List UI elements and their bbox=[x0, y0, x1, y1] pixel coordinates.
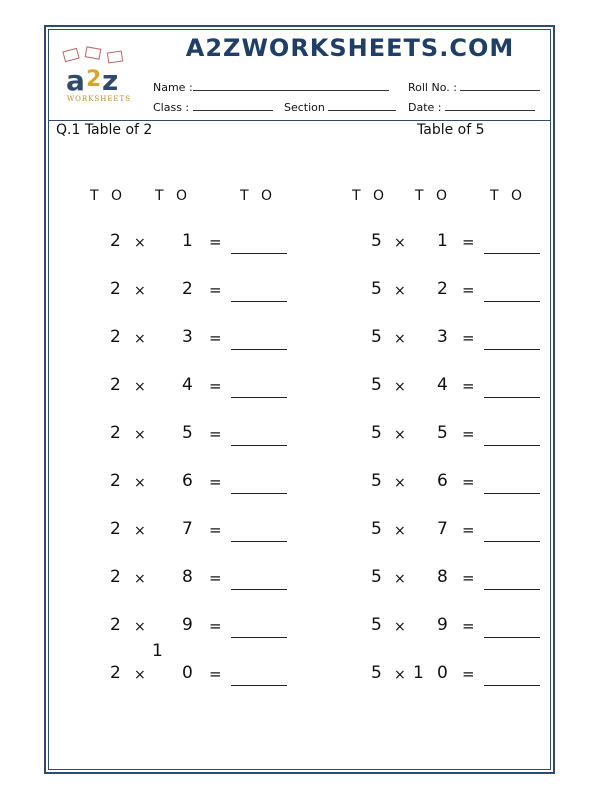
multiplier: 1 bbox=[437, 231, 448, 251]
multiplier: 1 bbox=[182, 231, 193, 251]
date-line bbox=[445, 100, 535, 111]
section-label: Section bbox=[284, 101, 325, 114]
to-header: T O bbox=[155, 188, 192, 204]
multiplier-tens: 1 bbox=[413, 663, 424, 683]
times-symbol: × bbox=[394, 379, 406, 395]
section-line bbox=[328, 100, 396, 111]
multiplicand: 5 bbox=[371, 519, 382, 539]
to-header: T O bbox=[415, 188, 452, 204]
name-label: Name : bbox=[153, 81, 193, 94]
multiplicand: 5 bbox=[371, 423, 382, 443]
multiplicand: 5 bbox=[371, 375, 382, 395]
multiplicand: 5 bbox=[371, 615, 382, 635]
multiplicand: 2 bbox=[110, 615, 121, 635]
multiplier: 7 bbox=[437, 519, 448, 539]
right-table-label: Table of 5 bbox=[417, 122, 485, 138]
multiplicand: 2 bbox=[110, 279, 121, 299]
answer-blank[interactable] bbox=[484, 541, 540, 542]
answer-blank[interactable] bbox=[231, 253, 287, 254]
multiplier: 8 bbox=[182, 567, 193, 587]
times-symbol: × bbox=[134, 667, 146, 683]
equals-symbol: = bbox=[209, 233, 222, 251]
multiplicand: 2 bbox=[110, 471, 121, 491]
to-header: T O bbox=[490, 188, 527, 204]
equals-symbol: = bbox=[462, 521, 475, 539]
multiplicand: 2 bbox=[110, 231, 121, 251]
multiplier: 2 bbox=[437, 279, 448, 299]
svg-text:a: a bbox=[66, 64, 85, 97]
roll-line bbox=[460, 80, 540, 91]
equals-symbol: = bbox=[462, 281, 475, 299]
to-header: T O bbox=[352, 188, 389, 204]
multiplier: 8 bbox=[437, 567, 448, 587]
equals-symbol: = bbox=[462, 569, 475, 587]
times-symbol: × bbox=[134, 331, 146, 347]
multiplicand: 5 bbox=[371, 567, 382, 587]
class-field bbox=[153, 100, 273, 114]
answer-blank[interactable] bbox=[484, 253, 540, 254]
equals-symbol: = bbox=[209, 377, 222, 395]
equals-symbol: = bbox=[462, 617, 475, 635]
multiplicand: 2 bbox=[110, 663, 121, 683]
equals-symbol: = bbox=[209, 473, 222, 491]
answer-blank[interactable] bbox=[484, 397, 540, 398]
answer-blank[interactable] bbox=[231, 445, 287, 446]
times-symbol: × bbox=[134, 235, 146, 251]
equals-symbol: = bbox=[209, 665, 222, 683]
name-line bbox=[193, 80, 389, 91]
answer-blank[interactable] bbox=[484, 637, 540, 638]
times-symbol: × bbox=[394, 427, 406, 443]
answer-blank[interactable] bbox=[484, 493, 540, 494]
equals-symbol: = bbox=[209, 281, 222, 299]
equals-symbol: = bbox=[209, 329, 222, 347]
multiplier: 2 bbox=[182, 279, 193, 299]
multiplier: 4 bbox=[182, 375, 193, 395]
answer-blank[interactable] bbox=[484, 301, 540, 302]
times-symbol: × bbox=[134, 475, 146, 491]
answer-blank[interactable] bbox=[231, 349, 287, 350]
equals-symbol: = bbox=[209, 425, 222, 443]
answer-blank[interactable] bbox=[231, 685, 287, 686]
multiplicand: 2 bbox=[110, 567, 121, 587]
times-symbol: × bbox=[134, 283, 146, 299]
times-symbol: × bbox=[134, 523, 146, 539]
multiplicand: 5 bbox=[371, 231, 382, 251]
equals-symbol: = bbox=[209, 569, 222, 587]
class-label: Class : bbox=[153, 101, 190, 114]
multiplicand: 2 bbox=[110, 327, 121, 347]
answer-blank[interactable] bbox=[231, 493, 287, 494]
answer-blank[interactable] bbox=[484, 445, 540, 446]
times-symbol: × bbox=[394, 619, 406, 635]
times-symbol: × bbox=[134, 619, 146, 635]
site-title: A2ZWORKSHEETS.COM bbox=[185, 34, 515, 62]
equals-symbol: = bbox=[462, 377, 475, 395]
multiplier: 6 bbox=[437, 471, 448, 491]
multiplier-tens: 1 bbox=[152, 641, 163, 661]
times-symbol: × bbox=[394, 331, 406, 347]
answer-blank[interactable] bbox=[484, 685, 540, 686]
svg-text:2: 2 bbox=[86, 67, 102, 92]
multiplicand: 5 bbox=[371, 327, 382, 347]
multiplier-ones: 0 bbox=[437, 663, 448, 683]
equals-symbol: = bbox=[462, 329, 475, 347]
times-symbol: × bbox=[394, 523, 406, 539]
equals-symbol: = bbox=[209, 617, 222, 635]
section-field bbox=[284, 100, 396, 114]
svg-text:z: z bbox=[102, 64, 119, 97]
multiplicand: 5 bbox=[371, 471, 382, 491]
multiplier: 6 bbox=[182, 471, 193, 491]
multiplicand: 2 bbox=[110, 375, 121, 395]
answer-blank[interactable] bbox=[231, 637, 287, 638]
multiplier-ones: 0 bbox=[182, 663, 193, 683]
multiplier: 5 bbox=[182, 423, 193, 443]
multiplier: 9 bbox=[437, 615, 448, 635]
to-header: T O bbox=[240, 188, 277, 204]
answer-blank[interactable] bbox=[484, 349, 540, 350]
equals-symbol: = bbox=[462, 425, 475, 443]
times-symbol: × bbox=[394, 235, 406, 251]
class-line bbox=[193, 100, 273, 111]
times-symbol: × bbox=[394, 475, 406, 491]
answer-blank[interactable] bbox=[484, 589, 540, 590]
equals-symbol: = bbox=[462, 233, 475, 251]
times-symbol: × bbox=[394, 667, 406, 683]
equals-symbol: = bbox=[462, 665, 475, 683]
times-symbol: × bbox=[394, 571, 406, 587]
equals-symbol: = bbox=[209, 521, 222, 539]
multiplicand: 2 bbox=[110, 519, 121, 539]
answer-blank[interactable] bbox=[231, 541, 287, 542]
header-divider bbox=[48, 120, 551, 121]
multiplicand: 5 bbox=[371, 663, 382, 683]
times-symbol: × bbox=[394, 283, 406, 299]
logo-caption: WORKSHEETS bbox=[66, 95, 132, 103]
date-field bbox=[408, 100, 535, 114]
times-symbol: × bbox=[134, 571, 146, 587]
answer-blank[interactable] bbox=[231, 301, 287, 302]
multiplicand: 2 bbox=[110, 423, 121, 443]
multiplier: 4 bbox=[437, 375, 448, 395]
multiplier: 3 bbox=[182, 327, 193, 347]
answer-blank[interactable] bbox=[231, 589, 287, 590]
equals-symbol: = bbox=[462, 473, 475, 491]
inner-border bbox=[48, 29, 551, 770]
question-label: Q.1 Table of 2 bbox=[56, 122, 153, 138]
multiplicand: 5 bbox=[371, 279, 382, 299]
roll-label: Roll No. : bbox=[408, 81, 457, 94]
multiplier: 5 bbox=[437, 423, 448, 443]
name-field bbox=[153, 80, 389, 94]
times-symbol: × bbox=[134, 379, 146, 395]
to-header: T O bbox=[90, 188, 127, 204]
multiplier: 9 bbox=[182, 615, 193, 635]
roll-field bbox=[408, 80, 540, 94]
multiplier: 3 bbox=[437, 327, 448, 347]
times-symbol: × bbox=[134, 427, 146, 443]
date-label: Date : bbox=[408, 101, 442, 114]
answer-blank[interactable] bbox=[231, 397, 287, 398]
multiplier: 7 bbox=[182, 519, 193, 539]
